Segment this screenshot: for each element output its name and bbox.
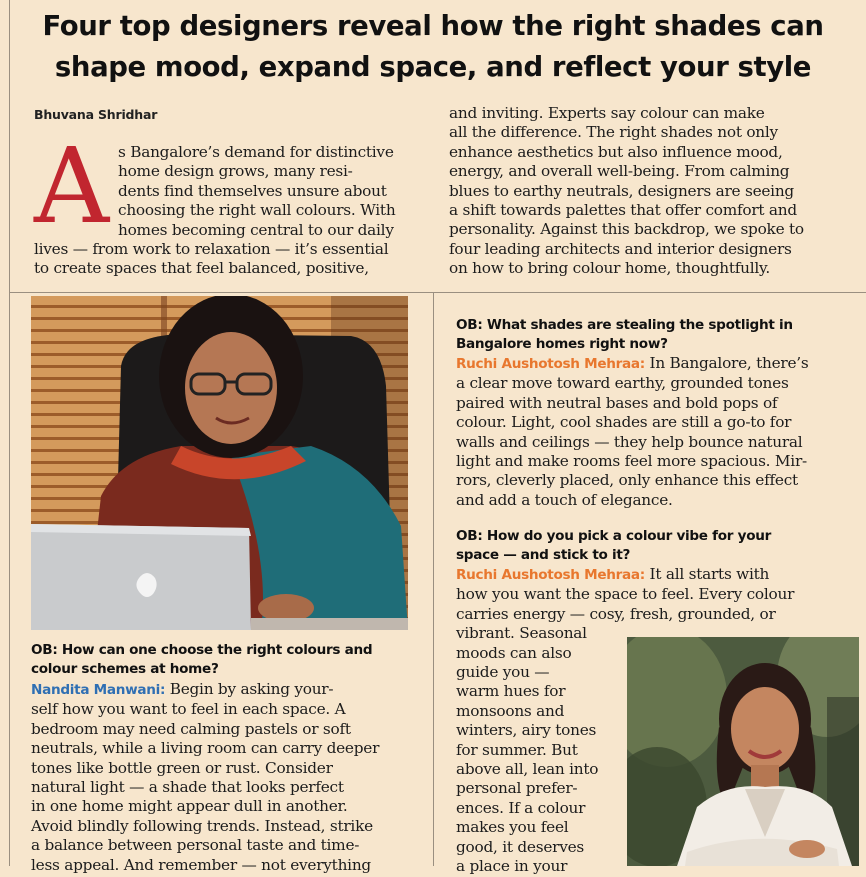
intro-line: to create spaces that feel balanced, positive, xyxy=(34,259,369,278)
intro-line: dents find themselves unsure about xyxy=(118,181,387,200)
answer-line: monsoons and xyxy=(456,701,565,720)
intro-line: blues to earthy neutrals, designers are seeing xyxy=(449,181,794,200)
answer-line: winters, airy tones xyxy=(456,721,597,740)
answer-text: Begin by asking your- xyxy=(165,680,334,698)
speaker-name: Ruchi Aushotosh Mehraa: xyxy=(456,356,645,372)
answer-line: in one home might appear dull in another. xyxy=(31,797,348,816)
speaker-name: Ruchi Aushotosh Mehraa: xyxy=(456,567,645,583)
answer-line: for summer. But xyxy=(456,740,578,759)
answer-line: a balance between personal taste and time- xyxy=(31,836,360,855)
answer-line: a place in your xyxy=(456,857,568,876)
intro-line: and inviting. Experts say colour can make xyxy=(449,104,765,122)
question-line: space — and stick to it? xyxy=(456,547,631,563)
answer-line: self how you want to feel in each space. A xyxy=(31,700,346,719)
question-right-2 xyxy=(456,527,861,565)
designer-photo-ruchi xyxy=(627,637,859,866)
answer-line: light and make rooms feel more spacious. Mir- xyxy=(456,452,807,471)
answer-line: rors, cleverly placed, only enhance this effect xyxy=(456,471,798,490)
intro-line: choosing the right wall colours. With xyxy=(118,201,396,220)
intro-line: energy, and overall well-being. From calming xyxy=(449,162,790,181)
answer-first-line xyxy=(31,680,431,700)
intro-right-column xyxy=(449,104,859,279)
answer-first-line xyxy=(456,354,861,374)
intro-line: all the difference. The right shades not only xyxy=(449,123,778,142)
question-line: colour schemes at home? xyxy=(31,661,219,677)
designer-portrait-image xyxy=(31,296,408,630)
answer-line: tones like bottle green or rust. Consider xyxy=(31,758,333,777)
answer-line: Avoid blindly following trends. Instead, strike xyxy=(31,816,373,835)
intro-left-column xyxy=(34,143,434,279)
intro-line: four leading architects and interior designers xyxy=(449,239,792,258)
intro-line: a shift towards palettes that offer comfort and xyxy=(449,201,797,220)
question-line: OB: How can one choose the right colours and xyxy=(31,642,373,658)
headline xyxy=(0,6,866,88)
answer-text: It all starts with xyxy=(644,565,770,583)
answer-line: vibrant. Seasonal xyxy=(456,624,587,643)
answer-line: above all, lean into xyxy=(456,760,599,779)
question-right-1 xyxy=(456,316,861,354)
intro-line: lives — from work to relaxation — it’s essential xyxy=(34,240,389,259)
headline-line-2: shape mood, expand space, and reflect your style xyxy=(54,51,812,83)
answer-line: neutrals, while a living room can carry deeper xyxy=(31,739,380,758)
intro-line: personality. Against this backdrop, we spoke to xyxy=(449,220,804,239)
answer-right-1 xyxy=(456,354,861,510)
speaker-name: Nandita Manwani: xyxy=(31,682,166,698)
answer-line: guide you — xyxy=(456,663,550,682)
answer-line: how you want the space to feel. Every colour xyxy=(456,585,795,604)
answer-line: ences. If a colour xyxy=(456,798,586,817)
intro-line: s Bangalore’s demand for distinctive xyxy=(118,143,394,161)
answer-line: colour. Light, cool shades are still a go-to for xyxy=(456,413,792,432)
answer-left xyxy=(31,680,431,875)
answer-first-line xyxy=(456,565,861,585)
answer-line: walls and ceilings — they help bounce natural xyxy=(456,432,803,451)
answer-line: less appeal. And remember — not everything xyxy=(31,855,371,874)
answer-line: warm hues for xyxy=(456,682,566,701)
answer-line: carries energy — cosy, fresh, grounded, or xyxy=(456,604,776,623)
column-divider xyxy=(433,292,434,866)
answer-line: and add a touch of elegance. xyxy=(456,490,673,509)
question-line: OB: What shades are stealing the spotlight in xyxy=(456,317,793,333)
answer-line: good, it deserves xyxy=(456,837,584,856)
question-line: Bangalore homes right now? xyxy=(456,336,668,352)
designer-portrait-image xyxy=(627,637,859,866)
designer-photo-nandita xyxy=(31,296,408,630)
answer-line: bedroom may need calming pastels or soft xyxy=(31,719,351,738)
answer-line: natural light — a shade that looks perfect xyxy=(31,778,344,797)
intro-line: enhance aesthetics but also influence mood, xyxy=(449,142,783,161)
intro-line: home design grows, many resi- xyxy=(118,162,353,181)
page-left-border xyxy=(9,0,10,866)
answer-line: personal prefer- xyxy=(456,779,578,798)
drop-cap: A xyxy=(34,125,110,247)
question-left xyxy=(31,641,431,679)
byline: Bhuvana Shridhar xyxy=(34,107,158,122)
answer-line: moods can also xyxy=(456,643,572,662)
intro-line: homes becoming central to our daily xyxy=(118,220,394,239)
headline-line-1: Four top designers reveal how the right shades can xyxy=(42,10,824,42)
answer-line: paired with neutral bases and bold pops of xyxy=(456,393,778,412)
answer-line: makes you feel xyxy=(456,818,569,837)
intro-line: on how to bring colour home, thoughtfully. xyxy=(449,259,771,278)
answer-text: In Bangalore, there’s xyxy=(644,354,809,372)
answer-line: a clear move toward earthy, grounded tones xyxy=(456,374,789,393)
question-line: OB: How do you pick a colour vibe for your xyxy=(456,528,772,544)
section-divider xyxy=(10,292,866,293)
